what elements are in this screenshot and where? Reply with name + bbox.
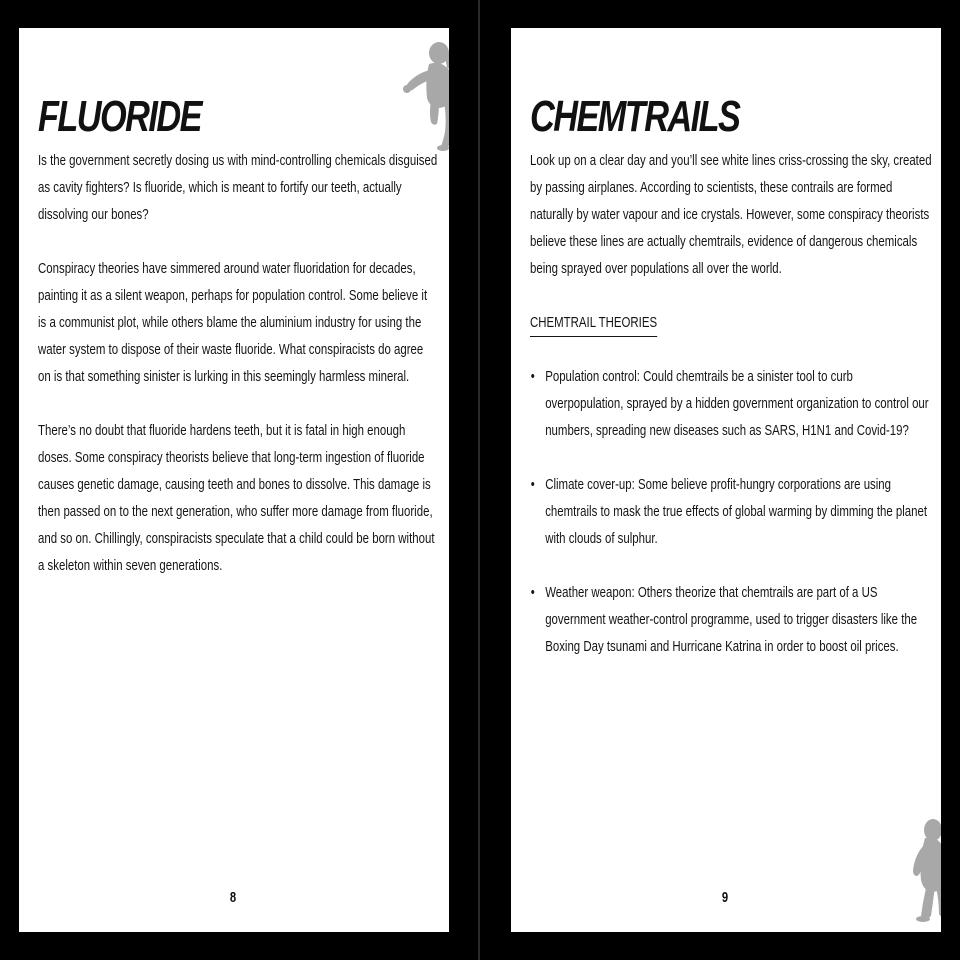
intro-paragraph: Look up on a clear day and you’ll see white lines criss-crossing the sky, created by passing airplanes. According to scientists, these contrails are formed naturally by water vapour and ice crystals. However, some conspiracy theorists believe these lines are actually chemtrails, evidence of dangerous chemicals being sprayed over populations all over the world. <box>530 153 932 277</box>
list-item-text: Population control: Could chemtrails be a sinister tool to curb overpopulation, sprayed by a hidden government organization to control our numbers, spreading new diseases such as SARS, H1N1 and Covid-19? <box>545 369 929 439</box>
page-number: 9 <box>721 889 729 906</box>
list-item <box>530 472 934 553</box>
gutter <box>478 0 480 960</box>
theory-list <box>530 364 934 661</box>
list-item-text: Climate cover-up: Some believe profit-hungry corporations are using chemtrails to mask the true effects of global warming by dimming the planet with clouds of sulphur. <box>545 477 928 547</box>
page-title: CHEMTRAILS <box>530 92 740 141</box>
paragraph: There’s no doubt that fluoride hardens teeth, but it is fatal in high enough doses. Some conspiracy theorists believe that long-term ingestion of fluoride causes genetic damage, causing teeth and bones to dissolve. This damage is then passed on to the next generation, who suffer more damage from fluoride, and so on. Chillingly, conspiracists speculate that a child could be born without a skeleton within seven generations. <box>38 423 435 574</box>
bullet-icon: • <box>530 369 535 385</box>
bullet-icon: • <box>530 477 535 493</box>
page-title: FLUORIDE <box>38 92 201 141</box>
astronaut-icon <box>401 40 449 152</box>
list-item <box>530 364 934 445</box>
bigfoot-icon <box>911 818 941 924</box>
list-item-text: Weather weapon: Others theorize that chemtrails are part of a US government weather-control programme, used to trigger disasters like the Boxing Day tsunami and Hurricane Katrina in order to boost oil prices. <box>545 585 918 655</box>
paragraph: Is the government secretly dosing us with mind-controlling chemicals disguised as cavity fighters? Is fluoride, which is meant to fortify our teeth, actually dissolving our bones? <box>38 153 438 223</box>
paragraph: Conspiracy theories have simmered around water fluoridation for decades, painting it as a silent weapon, perhaps for population control. Some believe it is a communist plot, while others blame the aluminium industry for using the water system to dispose of their waste fluoride. What conspiracists do agree on is that something sinister is lurking in this seemingly harmless mineral. <box>38 261 428 385</box>
page-number: 8 <box>229 889 237 906</box>
bullet-icon: • <box>530 585 535 601</box>
article-body <box>38 148 438 607</box>
section-subheading: CHEMTRAIL THEORIES <box>530 312 657 337</box>
page-left <box>19 28 449 932</box>
list-item <box>530 580 934 661</box>
page-right <box>511 28 941 932</box>
article-body <box>530 148 934 688</box>
